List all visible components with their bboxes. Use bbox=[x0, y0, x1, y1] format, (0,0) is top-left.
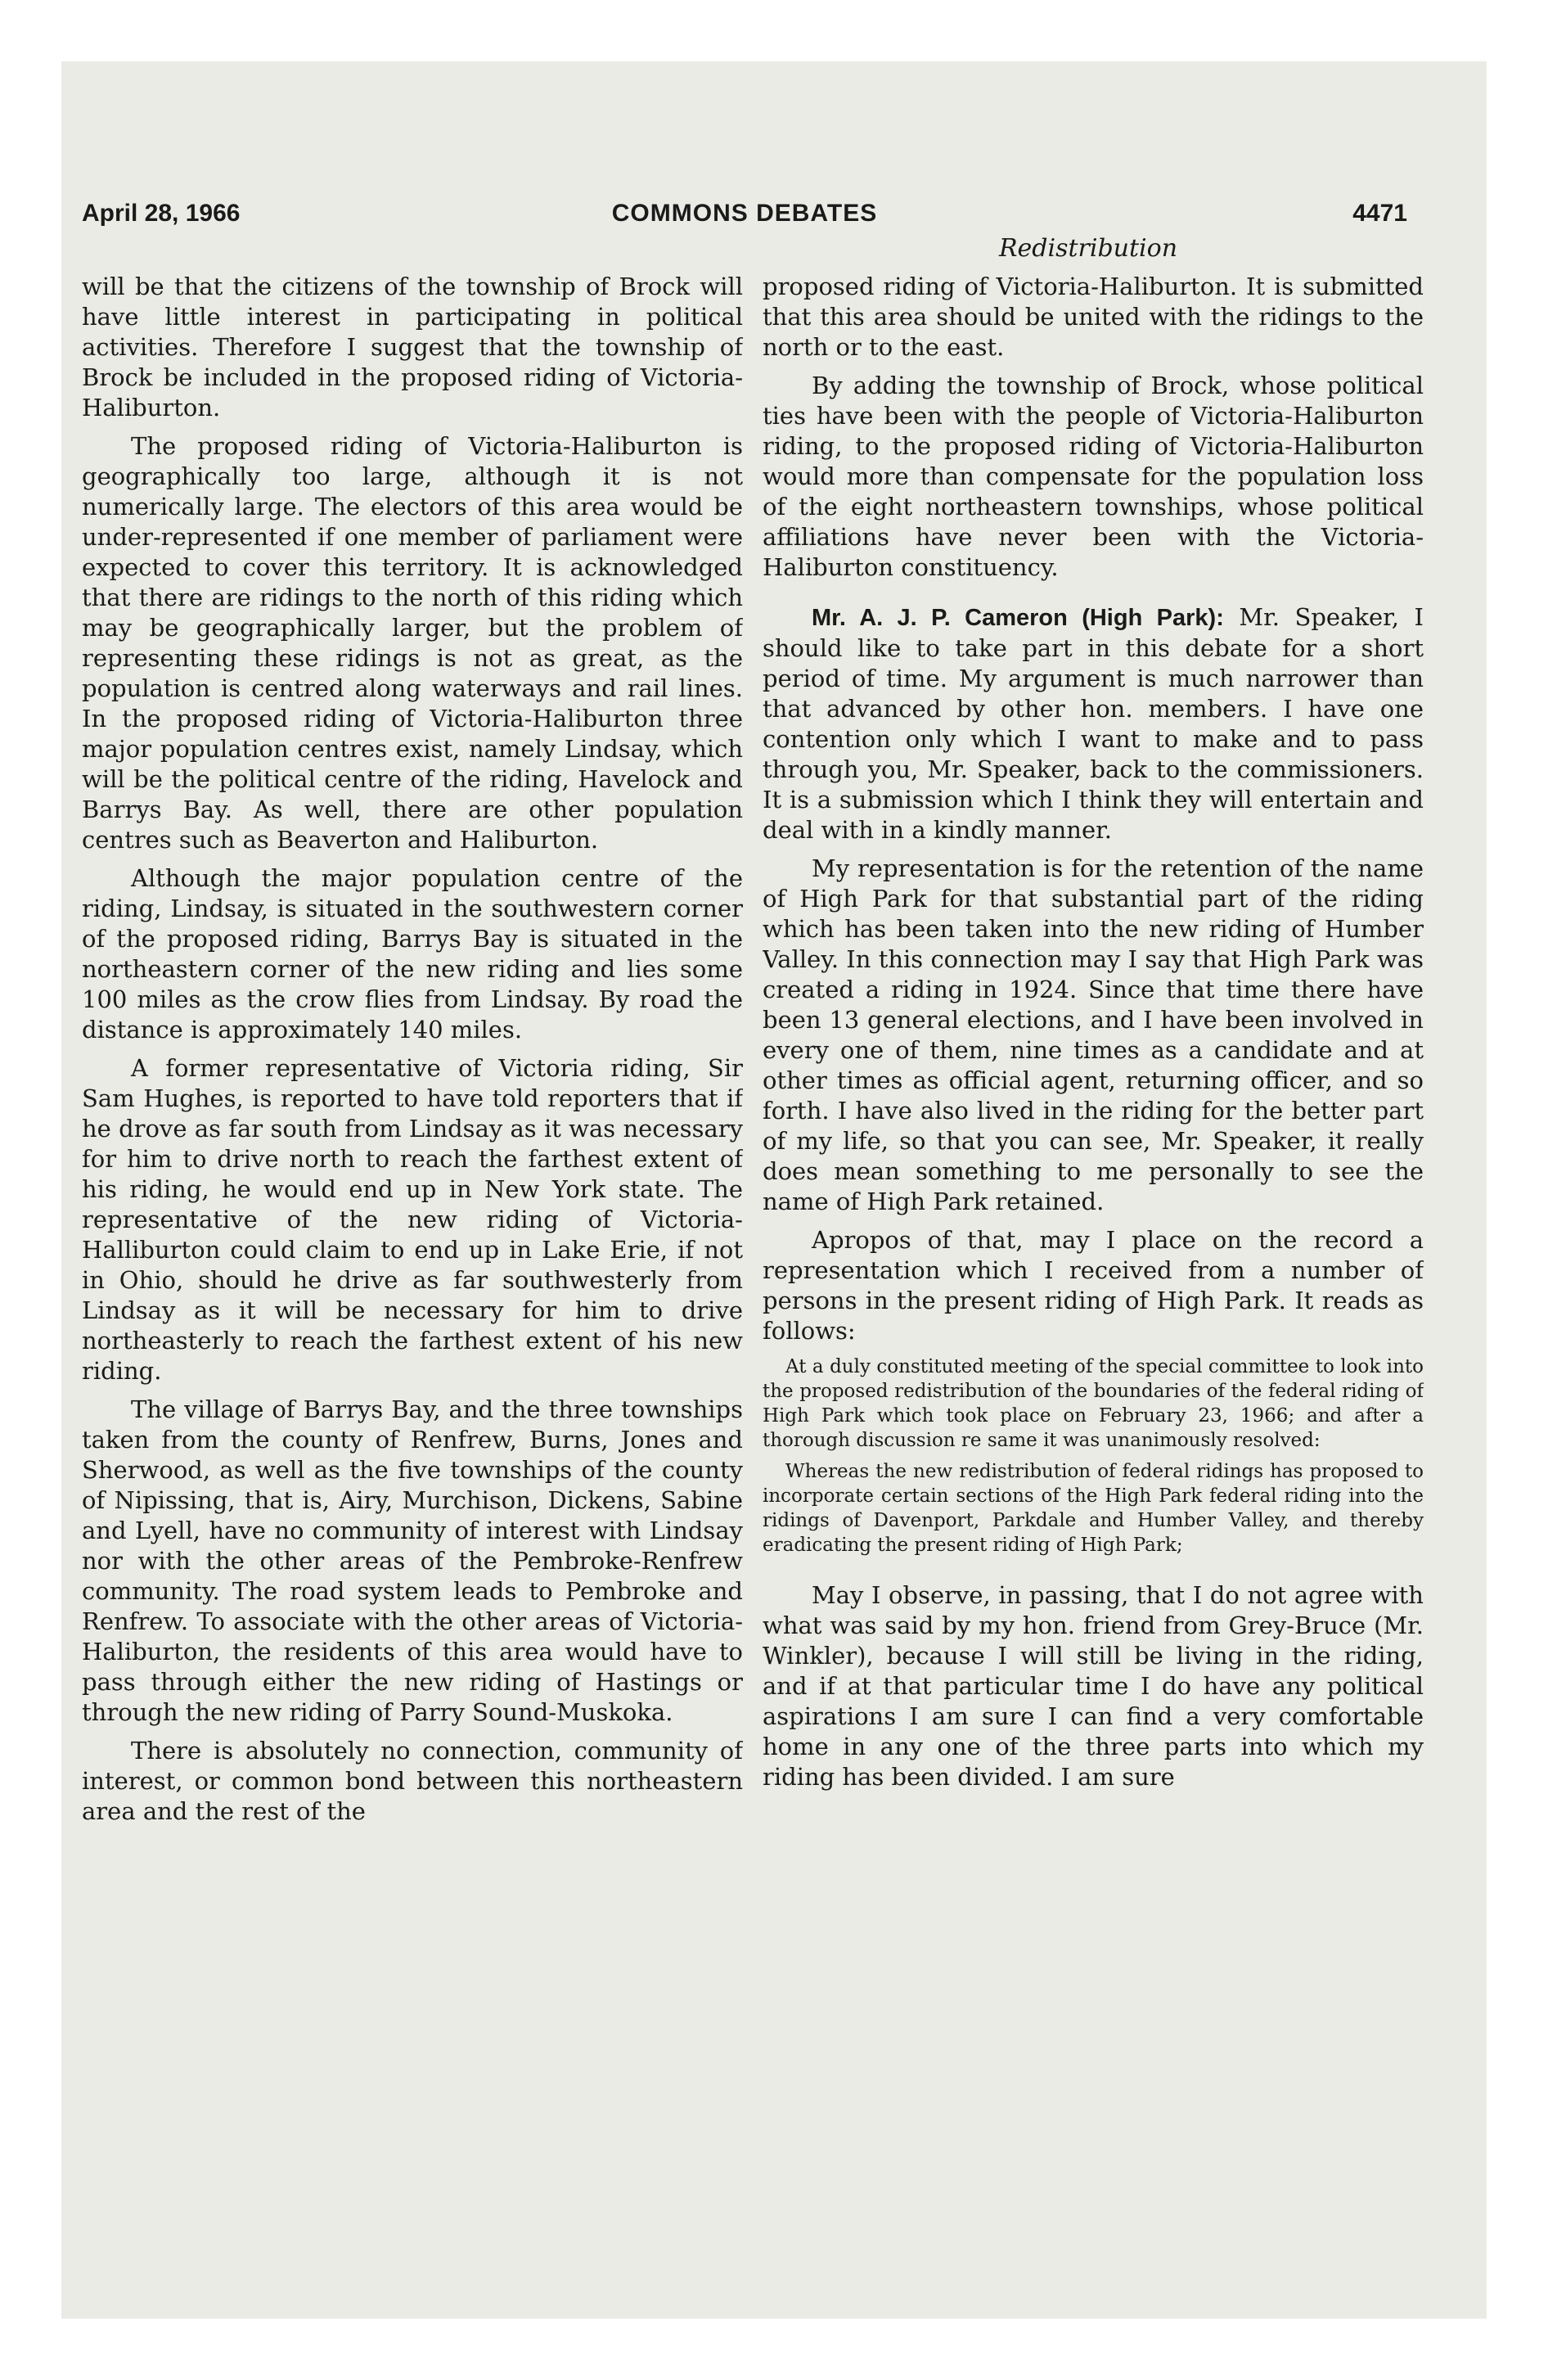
paragraph: A former representative of Victoria riding, Sir Sam Hughes, is reported to have told reporters that if he drove as far south from Lindsay as it was necessary for him to drive north to reach the farthest extent of his riding, he would end up in New York state. The representative of the new riding of Victoria-Halliburton could claim to end up in Lake Erie, if not in Ohio, should he drive as far southwesterly from Lindsay as it will be necessary for him to drive northeasterly to reach the farthest extent of his new riding. bbox=[82, 1054, 743, 1385]
speaker-name: Mr. A. J. P. Cameron (High Park): bbox=[812, 605, 1224, 631]
header-title: COMMONS DEBATES bbox=[611, 200, 878, 227]
header-page-number: 4471 bbox=[1352, 200, 1407, 227]
paragraph: By adding the township of Brock, whose political ties have been with the people of Victoria-Haliburton riding, to the proposed riding of Victoria-Haliburton would more than compensate for the population loss of the eight northeastern townships, whose political affiliations have never been with the Victoria-Haliburton constituency. bbox=[763, 372, 1424, 581]
quoted-resolution: Whereas the new redistribution of federal ridings has proposed to incorporate certain sections of the High Park federal riding into the ridings of Davenport, Parkdale and Humber Valley, and thereby eradicating the present riding of High Park; bbox=[763, 1461, 1424, 1556]
paragraph: May I observe, in passing, that I do not agree with what was said by my hon. friend from Grey-Bruce (Mr. Winkler), because I will still be living in the riding, and if at that particular time I do have any political aspirations I am sure I can find a very comfortable home in any one of the three parts into which my riding has been divided. I am sure bbox=[763, 1581, 1424, 1791]
paragraph: The proposed riding of Victoria-Haliburton is geographically too large, although it is not numerically large. The electors of this area would be under-represented if one member of parliament were expected to cover this territory. It is acknowledged that there are ridings to the north of this riding which may be geographically larger, but the problem of representing these ridings is not as great, as the population is centred along waterways and rail lines. In the proposed riding of Victoria-Haliburton three major population centres exist, namely Lindsay, which will be the political centre of the riding, Havelock and Barrys Bay. As well, there are other population centres such as Beaverton and Haliburton. bbox=[82, 432, 743, 854]
paragraph: There is absolutely no connection, community of interest, or common bond between this northeastern area and the rest of the bbox=[82, 1737, 743, 1825]
paragraph: My representation is for the retention of the name of High Park for that substantial part of the riding which has been taken into the new riding of Humber Valley. In this connection may I say that High Park was created a riding in 1924. Since that time there have been 13 general elections, and I have been involved in every one of them, nine times as a candidate and at other times as official agent, returning officer, and so forth. I have also lived in the riding for the better part of my life, so that you can see, Mr. Speaker, it really does mean something to me personally to see the name of High Park retained. bbox=[763, 854, 1424, 1215]
paragraph: Apropos of that, may I place on the record a representation which I received from a number of persons in the present riding of High Park. It reads as follows: bbox=[763, 1226, 1424, 1345]
quoted-resolution: At a duly constituted meeting of the special committee to look into the proposed redistribution of the boundaries of the federal riding of High Park which took place on February 23, 1966; and after a thorough discussion re same it was unanimously resolved: bbox=[763, 1356, 1424, 1451]
paragraph: The village of Barrys Bay, and the three townships taken from the county of Renfrew, Burns, Jones and Sherwood, as well as the five townships of the county of Nipissing, that is, Airy, Murchison, Dickens, Sabine and Lyell, have no community of interest with Lindsay nor with the other areas of the Pembroke-Renfrew community. The road system leads to Pembroke and Renfrew. To associate with the other areas of Victoria-Haliburton, the residents of this area would have to pass through either the new riding of Hastings or through the new riding of Parry Sound-Muskoka. bbox=[82, 1395, 743, 1726]
header-date: April 28, 1966 bbox=[82, 200, 241, 227]
right-column bbox=[763, 272, 1424, 2154]
paragraph-continuation: proposed riding of Victoria-Haliburton. It is submitted that this area should be united with the ridings to the north or to the east. bbox=[763, 273, 1424, 361]
paragraph: Although the major population centre of the riding, Lindsay, is situated in the southwestern corner of the proposed riding, Barrys Bay is situated in the northeastern corner of the new riding and lies some 100 miles as the crow flies from Lindsay. By road the distance is approximately 140 miles. bbox=[82, 864, 743, 1044]
section-title: Redistribution bbox=[998, 234, 1178, 263]
left-column bbox=[82, 272, 743, 2154]
speech-paragraph bbox=[763, 602, 1424, 845]
paragraph-continuation: will be that the citizens of the township of Brock will have little interest in participating in political activities. Therefore I suggest that the township of Brock be included in the proposed riding of Victoria-Haliburton. bbox=[82, 273, 743, 421]
speech-text: Mr. Speaker, I should like to take part in this debate for a short period of time. My argument is much narrower than that advanced by other hon. members. I have one contention only which I want to make and to pass through you, Mr. Speaker, back to the commissioners. It is a submission which I think they will entertain and deal with in a kindly manner. bbox=[763, 603, 1424, 844]
page-header bbox=[82, 200, 1407, 232]
